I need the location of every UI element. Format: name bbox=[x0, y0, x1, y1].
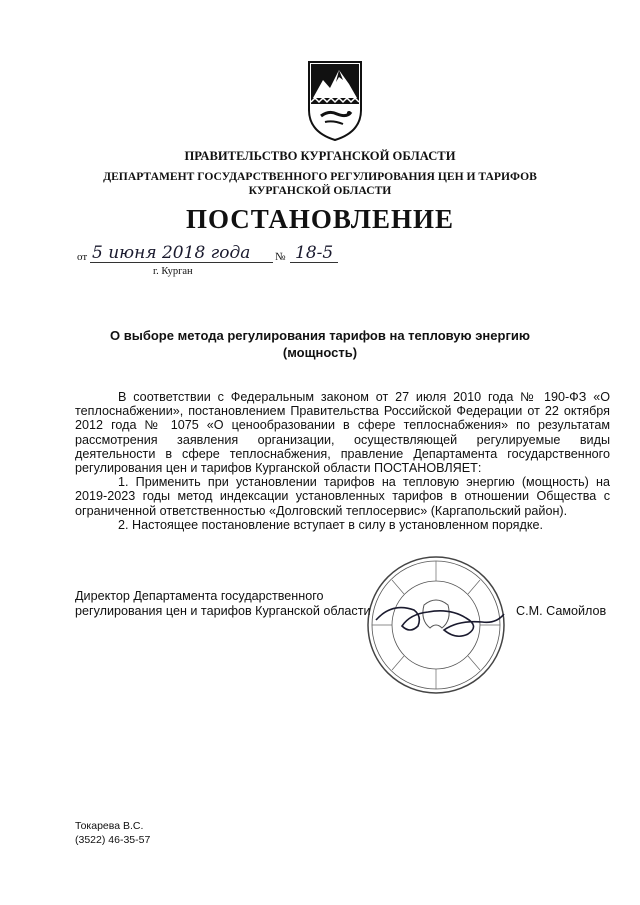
executor-phone: (3522) 46-35-57 bbox=[75, 834, 151, 846]
body-paragraph-2: 1. Применить при установлении тарифов на тепловую энергию (мощность) на 2019-2023 годы метод индексации установленных тарифов в отношении Общества с ограниченной ответственностью «Долговский теплосервис» (Каргапольский район). bbox=[75, 475, 610, 518]
body-paragraph-3: 2. Настоящее постановление вступает в силу в установленном порядке. bbox=[118, 517, 543, 532]
coat-of-arms-icon bbox=[303, 58, 367, 142]
signatory-position-line2: регулирования цен и тарифов Курганской области bbox=[75, 604, 371, 618]
date-handwritten: 5 июня 2018 года bbox=[92, 243, 251, 263]
city-label: г. Курган bbox=[153, 266, 193, 277]
document-subject-line1: О выборе метода регулирования тарифов на тепловую энергию bbox=[110, 328, 530, 343]
number-label: № bbox=[275, 251, 286, 263]
document-subject-line2: (мощность) bbox=[282, 345, 358, 360]
official-seal-icon bbox=[362, 550, 510, 700]
signatory-position-line1: Директор Департамента государственного bbox=[75, 589, 324, 603]
department-name-line1: ДЕПАРТАМЕНТ ГОСУДАРСТВЕННОГО РЕГУЛИРОВАНИЯ ЦЕН И ТАРИФОВ bbox=[103, 170, 537, 183]
date-prefix: от bbox=[77, 251, 88, 263]
organization-name: ПРАВИТЕЛЬСТВО КУРГАНСКОЙ ОБЛАСТИ bbox=[184, 149, 456, 163]
signatory-name: С.М. Самойлов bbox=[516, 604, 607, 618]
executor-name: Токарева В.С. bbox=[75, 820, 144, 832]
body-paragraph-1: В соответствии с Федеральным законом от 27 июля 2010 года № 190-ФЗ «О теплоснабжении», постановлением Правительства Российской Федерации от 22 октября 2012 года № 1075 «О ценообразовании в сфере теплоснабжения» по результатам рассмотрения заявления организации, осуществляющей регулируемые виды деятельности в сфере теплоснабжения, правление Департамента государственного регулирования цен и тарифов Курганской области ПОСТАНОВЛЯЕТ: bbox=[75, 390, 610, 476]
document-type-title: ПОСТАНОВЛЕНИЕ bbox=[185, 204, 455, 234]
number-handwritten: 18-5 bbox=[295, 243, 334, 263]
document-body bbox=[75, 390, 610, 532]
department-name-line2: КУРГАНСКОЙ ОБЛАСТИ bbox=[248, 184, 392, 197]
